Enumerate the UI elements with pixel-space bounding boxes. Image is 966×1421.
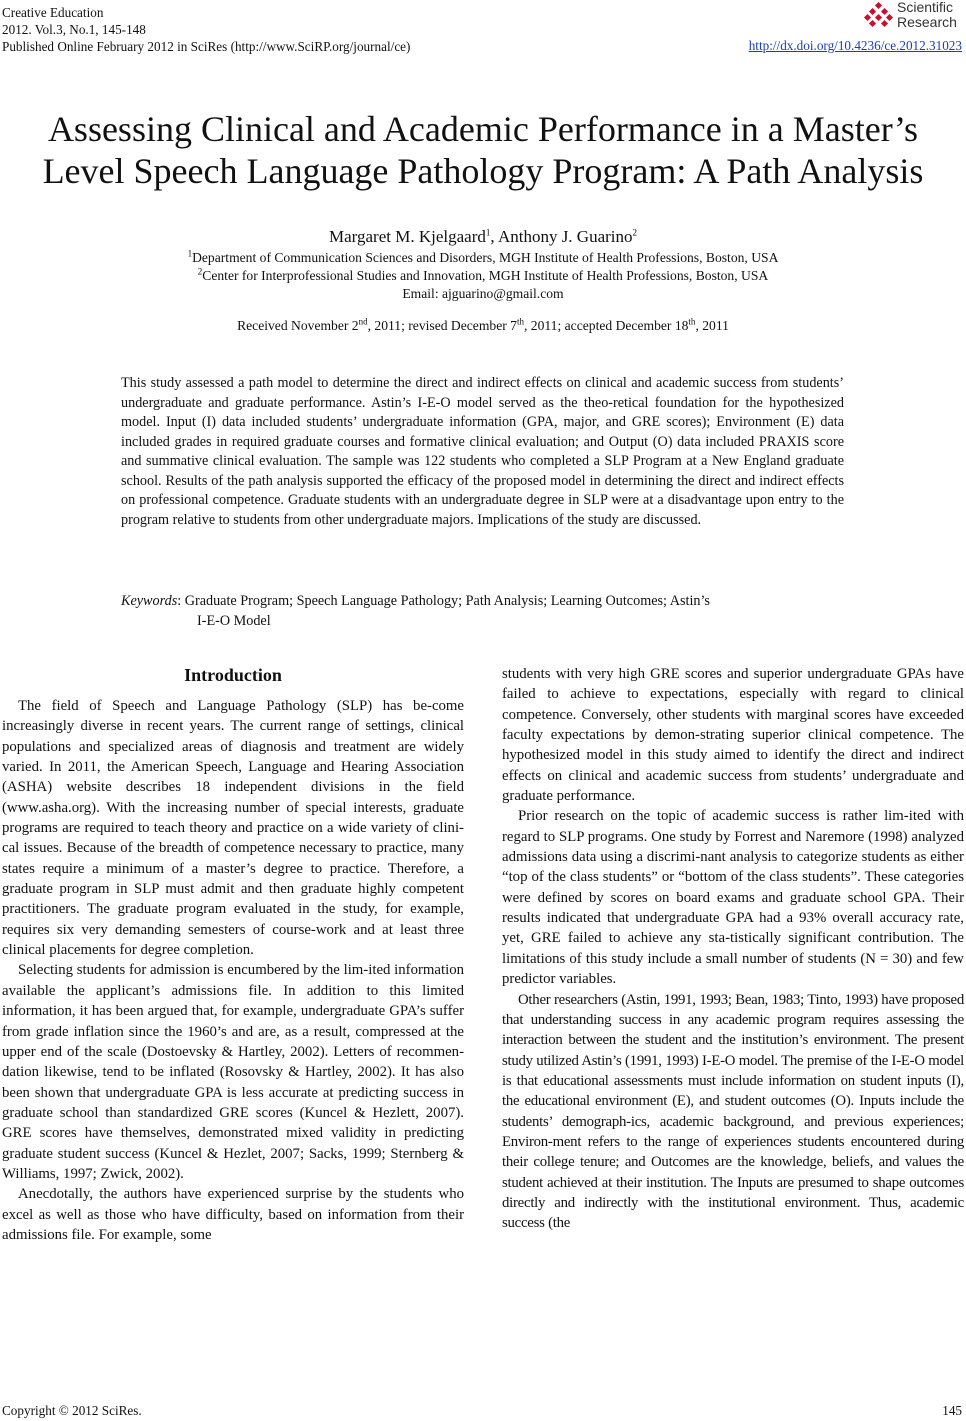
title-line1: Assessing Clinical and Academic Performance in a Master’s: [47, 109, 919, 149]
paragraph: Selecting students for admission is encumbered by the lim-ited information available the applicant’s admissions file. In addition to this limited information, it has been argued that, for example, undergraduate GPA’s suffer from grade inflation since the 1960’s and are, as a result, compressed at the upper end of the scale (Dostoevsky & Hartley, 2002). Letters of recommen-dation likewise, tend to be inflated (Rosovsky & Hartley, 2002). It has also been shown that undergraduate GPA is less accurate at predicting success in graduate school than standardized GRE scores (Kuncel & Hezlett, 2007). GRE scores have themselves, demonstrated mixed validity in predicting graduate student success (Kuncel & Hezlet, 2007; Sacks, 1999; Sternberg & Williams, 1997; Zwick, 2002).: [2, 962, 464, 1182]
authors: [0, 227, 966, 247]
author-email: Email: ajguarino@gmail.com: [402, 286, 564, 301]
received-sup2: th: [516, 316, 524, 327]
received-sup1: nd: [358, 316, 368, 327]
received-part4: , 2011: [695, 318, 729, 333]
author-separator: ,: [490, 227, 498, 246]
journal-header: [2, 4, 410, 55]
right-column: [502, 664, 964, 1234]
affiliation-1-text: Department of Communication Sciences and Disorders, MGH Institute of Health Professions, Boston, USA: [192, 250, 779, 265]
section-heading-introduction: Introduction: [184, 665, 282, 685]
paragraph: Anecdotally, the authors have experienced surprise by the students who excel as well as those who have difficulty, based on information from their admissions file. For example, some: [2, 1186, 464, 1243]
abstract: This study assessed a path model to determine the direct and indirect effects on clinical and academic success from students’ undergraduate and graduate performance. Astin’s I-E-O model served as the theo-retical foundation for the hypothesized model. Input (I) data included students’ undergraduate information (GPA, major, and GRE scores); Environment (E) data included grades in required graduate courses and formative clinical evaluation; and Output (O) data included PRAXIS score and summative clinical evaluation. The sample was 122 students who completed a SLP Program at a New England graduate school. Results of the path analysis supported the efficacy of the proposed model in determining the direct and indirect effects on professional competence. Graduate students with an undergraduate degree in SLP were at a disadvantage upon entry to the program relative to students from other undergraduate majors. Implications of the study are discussed.: [121, 375, 844, 528]
left-column: [2, 664, 464, 1245]
paragraph: The field of Speech and Language Pathology (SLP) has be-come increasingly diverse in recent years. The current range of settings, clinical populations and specialized areas of diagnosis and treatment are widely varied. In 2011, the American Speech, Language and Hearing Association (ASHA) website describes 18 independent divisions in the field (www.asha.org). With the increasing number of special interests, graduate programs are required to teach theory and practice on a wide variety of clini-cal issues. Because of the breadth of competence necessary to practice, many states require a minimum of a master’s degree to practice. Therefore, a graduate program in SLP must admit and then graduate highly competent practitioners. The graduate program evaluated in the study, for example, requires six very demanding semesters of course-work and at least three clinical placements for degree completion.: [2, 698, 464, 959]
logo-line1: Scientific: [897, 0, 954, 15]
affiliation-2-num: 2: [197, 266, 203, 277]
received-part2: , 2011; revised December 7: [367, 318, 517, 333]
paragraph: students with very high GRE scores and superior undergraduate GPAs have failed to achieve to expectations, especially with regard to clinical competence. Conversely, other students with marginal scores have exceeded faculty expectations by demon-strating superior clinical competence. The hypothesized model in this study aimed to identify the direct and indirect effects on clinical and academic success from students’ undergraduate and graduate performance.: [502, 666, 964, 805]
received-sup3: th: [688, 316, 696, 327]
logo-diamond-icon: [864, 2, 894, 32]
keywords: [121, 592, 844, 631]
keywords-line1: : Graduate Program; Speech Language Pathology; Path Analysis; Learning Outcomes; Astin’s: [177, 593, 710, 609]
received-part1: Received November 2: [237, 318, 359, 333]
keywords-line2: I-E-O Model: [197, 612, 271, 629]
paragraph: Other researchers (Astin, 1991, 1993; Bean, 1983; Tinto, 1993) have proposed that understanding success in any academic program requires assessing the interaction between the student and the institution’s environment. The present study utilized Astin’s (1991, 1993) I-E-O model. The premise of the I-E-O model is that educational assessments must include information on student inputs (I), the educational environment (E), and student outcomes (O). Inputs include the students’ demograph-ics, academic background, and previous experiences; Environ-ment refers to the range of experiences students encountered during their college tenure; and Outcomes are the knowledge, beliefs, and values the student achieved at their institution. The Inputs are presumed to shape outcomes directly and indirectly with the institutional environment. Thus, academic success (the: [502, 991, 964, 1232]
paragraph: Prior research on the topic of academic success is rather lim-ited with regard to SLP programs. One study by Forrest and Naremore (1998) analyzed admissions data using a discrimi-nant analysis to categorize students as either “top of the class students” or “bottom of the class students”. These categories were defined by scores on board exams and graduate school GPA. Their results indicated that undergraduate GPA had a 93% overall accuracy rate, yet, GRE failed to achieve any sta-tistically significant contribution. The limitations of this study include a small number of students (N = 30) and few predictor variables.: [502, 808, 964, 988]
author-2-affil: 2: [632, 227, 638, 238]
affiliation-1: [0, 250, 966, 266]
title-line2: Level Speech Language Pathology Program: A Path Analysis: [42, 151, 924, 191]
author-1-affil: 1: [485, 227, 491, 238]
journal-published: Published Online February 2012 in SciRes (http://www.SciRP.org/journal/ce): [2, 39, 411, 54]
paper-title: [0, 108, 966, 192]
scientific-research-logo: [864, 0, 960, 34]
received-dates: [0, 318, 966, 334]
logo-line2: Research: [897, 14, 957, 30]
journal-name: Creative Education: [2, 5, 104, 20]
logo-text: [897, 0, 957, 30]
journal-volume: 2012. Vol.3, No.1, 145-148: [2, 22, 146, 37]
doi-link[interactable]: http://dx.doi.org/10.4236/ce.2012.31023: [748, 38, 962, 53]
copyright-footer: Copyright © 2012 SciRes.: [2, 1403, 142, 1418]
affiliation-2: [0, 268, 966, 284]
author-2: Anthony J. Guarino: [497, 227, 633, 246]
keywords-label: Keywords: [121, 593, 178, 609]
affiliation-2-text: Center for Interprofessional Studies and Innovation, MGH Institute of Health Professions, Boston, USA: [202, 268, 769, 283]
page-number: 145: [942, 1403, 962, 1418]
affiliation-1-num: 1: [187, 248, 193, 259]
author-1: Margaret M. Kjelgaard: [328, 227, 486, 246]
received-part3: , 2011; accepted December 18: [523, 318, 689, 333]
